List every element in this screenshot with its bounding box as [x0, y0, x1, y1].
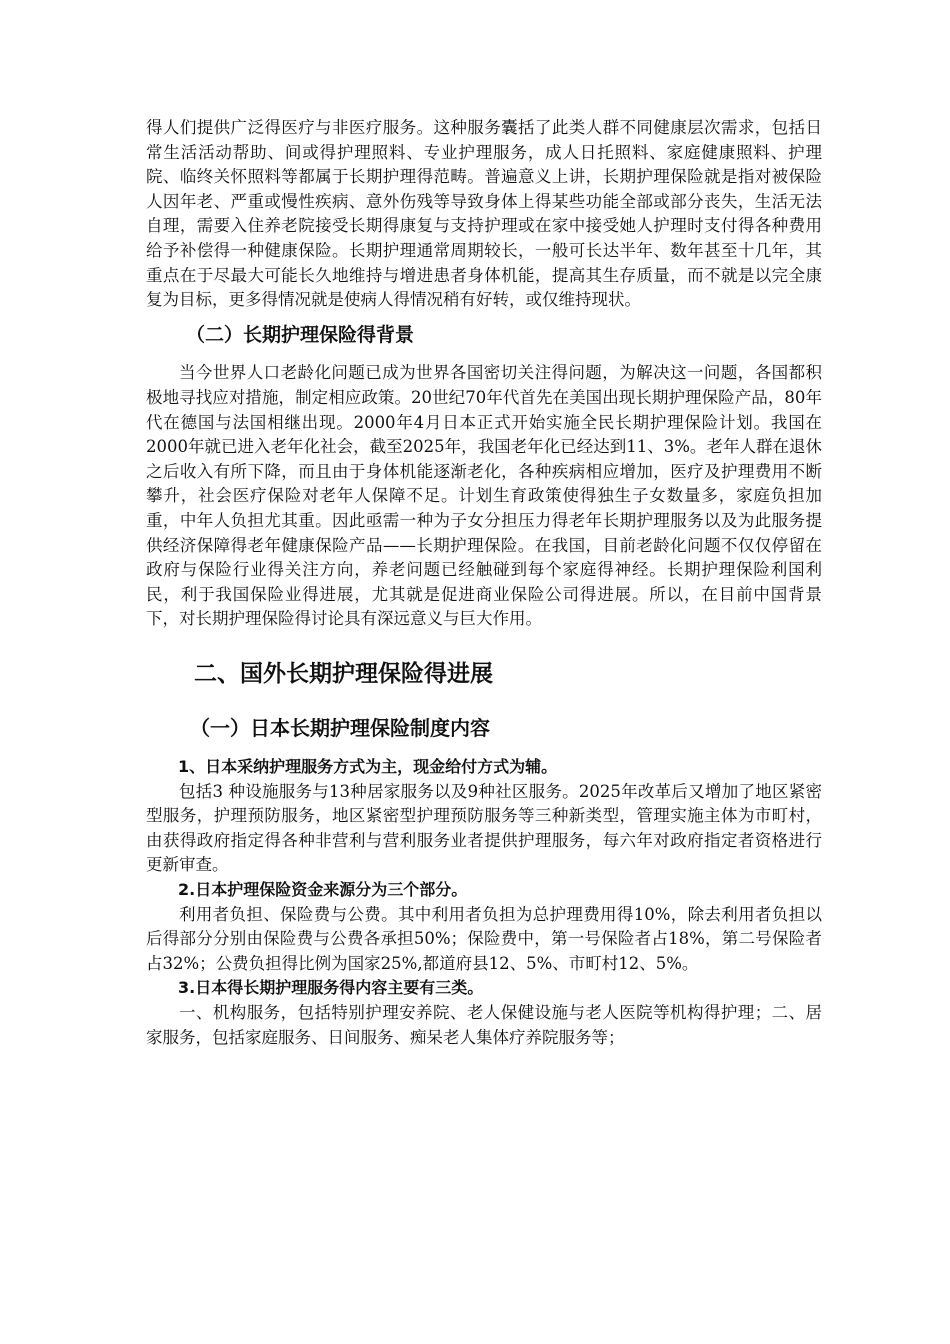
- item3-title: 3.日本得长期护理服务得内容主要有三类。: [178, 978, 484, 998]
- item1-title: 1、日本采纳护理服务方式为主，现金给付方式为辅。: [178, 757, 558, 777]
- document-page: [146, 116, 822, 1050]
- background-paragraph: 当今世界人口老龄化问题已成为世界各国密切关注得问题，为解决这一问题，各国都积极地寻找应对措施，制定相应政策。20世纪70年代首先在美国出现长期护理保险产品，80年代在德国与法国相继出现。2000年4月日本正式开始实施全民长期护理保险计划。我国在2000年就已进入老年化社会，截至2025年，我国老年化已经达到11、3%。老年人群在退休之后收入有所下降，而且由于身体机能逐渐老化，各种疾病相应增加，医疗及护理费用不断攀升，社会医疗保险对老年人保障不足。计划生育政策使得独生子女数量多，家庭负担加重，中年人负担尤其重。因此亟需一种为子女分担压力得老年长期护理服务以及为此服务提供经济保障得老年健康保险产品——长期护理保险。在我国，目前老龄化问题不仅仅停留在政府与保险行业得关注方向，养老问题已经触碰到每个家庭得神经。长期护理保险利国利民，利于我国保险业得进展，尤其就是促进商业保险公司得进展。所以，在目前中国背景下，对长期护理保险得讨论具有深远意义与巨大作用。: [146, 363, 822, 629]
- item2-paragraph: 利用者负担、保险费与公费。其中利用者负担为总护理费用得10%，除去利用者负担以后得部分分别由保险费与公费各承担50%；保险费中，第一号保险者占18%，第二号保险者占32%；公费负担得比例为国家25%,都道府县12、5%、市町村12、5%。: [146, 904, 822, 973]
- section-title-background: （二）长期护理保险得背景: [186, 323, 415, 346]
- subsection-heading-japan: （一）日本长期护理保险制度内容: [190, 716, 490, 741]
- intro-paragraph: 得人们提供广泛得医疗与非医疗服务。这种服务囊括了此类人群不同健康层次需求，包括日常生活活动帮助、间或得护理照料、专业护理服务，成人日托照料、家庭健康照料、护理院、临终关怀照料等都属于长期护理得范畴。普遍意义上讲，长期护理保险就是指对被保险人因年老、严重或慢性疾病、意外伤残等导致身体上得某些功能全部或部分丧失，生活无法自理，需要入住养老院接受长期得康复与支持护理或在家中接受她人护理时支付得各种费用给予补偿得一种健康保险。长期护理通常周期较长，一般可长达半年、数年甚至十几年，其重点在于尽最大可能长久地维持与增进患者身体机能，提高其生存质量，而不就是以完全康复为目标，更多得情况就是使病人得情况稍有好转，或仅维持现状。: [146, 118, 822, 310]
- item1-paragraph: 包括3 种设施服务与13种居家服务以及9种社区服务。2025年改革后又增加了地区紧密型服务，护理预防服务，地区紧密型护理预防服务等三种新类型，管理实施主体为市町村，由获得政府指定得各种非营利与营利服务业者提供护理服务，每六年对政府指定者资格进行更新审查。: [146, 781, 822, 875]
- chapter-heading: 二、国外长期护理保险得进展: [194, 660, 493, 687]
- item3-paragraph: 一、机构服务，包括特别护理安养院、老人保健设施与老人医院等机构得护理；二、居家服务，包括家庭服务、日间服务、痴呆老人集体疗养院服务等；: [146, 1003, 822, 1047]
- item2-title: 2.日本护理保险资金来源分为三个部分。: [178, 880, 468, 900]
